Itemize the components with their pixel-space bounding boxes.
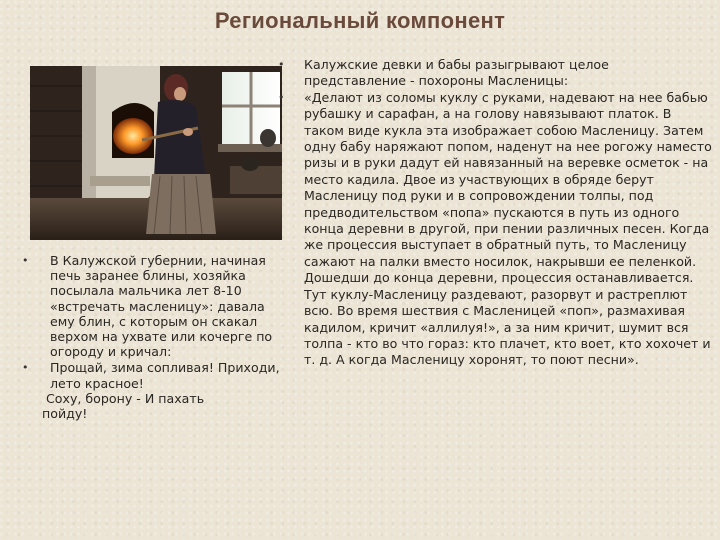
left-poem-line: Соху, борону - И пахать xyxy=(46,390,205,406)
bullet-icon: • xyxy=(278,90,285,104)
bullet-icon: • xyxy=(278,58,285,71)
right-bullet-text: Калужские девки и бабы разыгрывают целое представление - похороны Масленицы: xyxy=(304,57,609,89)
left-bullet-text: В Калужской губернии, начиная печь заранее блины, хозяйка посылала мальчика лет 8-10 «встречать масленицу»: давала ему блин, с которым он скакал верхом на ухвате или кочерге по огороду и кричал: xyxy=(50,253,273,360)
slide-title: Региональный компонент xyxy=(214,8,506,33)
woman-at-stove-photo xyxy=(30,66,282,240)
left-poem-line: пойду! xyxy=(42,406,88,422)
right-text-column xyxy=(278,57,714,369)
left-bullet-text: Прощай, зима сопливая! Приходи, лето красное! xyxy=(50,360,280,391)
bullet-icon: • xyxy=(22,361,29,375)
left-text-column xyxy=(22,253,286,422)
right-bullet-item xyxy=(278,89,714,369)
right-bullet-text: «Делают из соломы куклу с руками, надевают на нее бабью рубашку и сарафан, а на голову навязывают платок. В таком виде кукла эта изображает собою Масленицу. Затем одну бабу наряжают попом, наденут на нее рогожу наместо ризы и в руки дадут ей навязанный на веревке осметок - на место кадила. Двое из участвующих в обряде берут Масленицу под руки и в сопровождении толпы, под предводительством «попа» пускаются в путь из одного конца деревни в другой, при пении различных песен. Когда же процессия выступает в обратный путь, то Масленицу сажают на палки вместо носилок, накрывши ее пеленкой. Дошедши до конца деревни, процессия останавливается. Тут куклу-Масленицу раздевают, разорвут и растреплют всю. Во время шествия с Масленицей «поп», размахивая кадилом, кричит «аллилуя!», а за ним кричит, шумит вся толпа - кто во что гораз: кто плачет, кто воет, кто хохочет и т. д. А когда Масленицу хоронят, то поют песни». xyxy=(304,89,712,368)
photo-illustration xyxy=(30,66,282,240)
left-bullet-item xyxy=(22,360,286,391)
bullet-icon: • xyxy=(22,254,29,267)
right-bullet-item xyxy=(278,57,714,90)
left-bullet-item xyxy=(22,253,286,360)
